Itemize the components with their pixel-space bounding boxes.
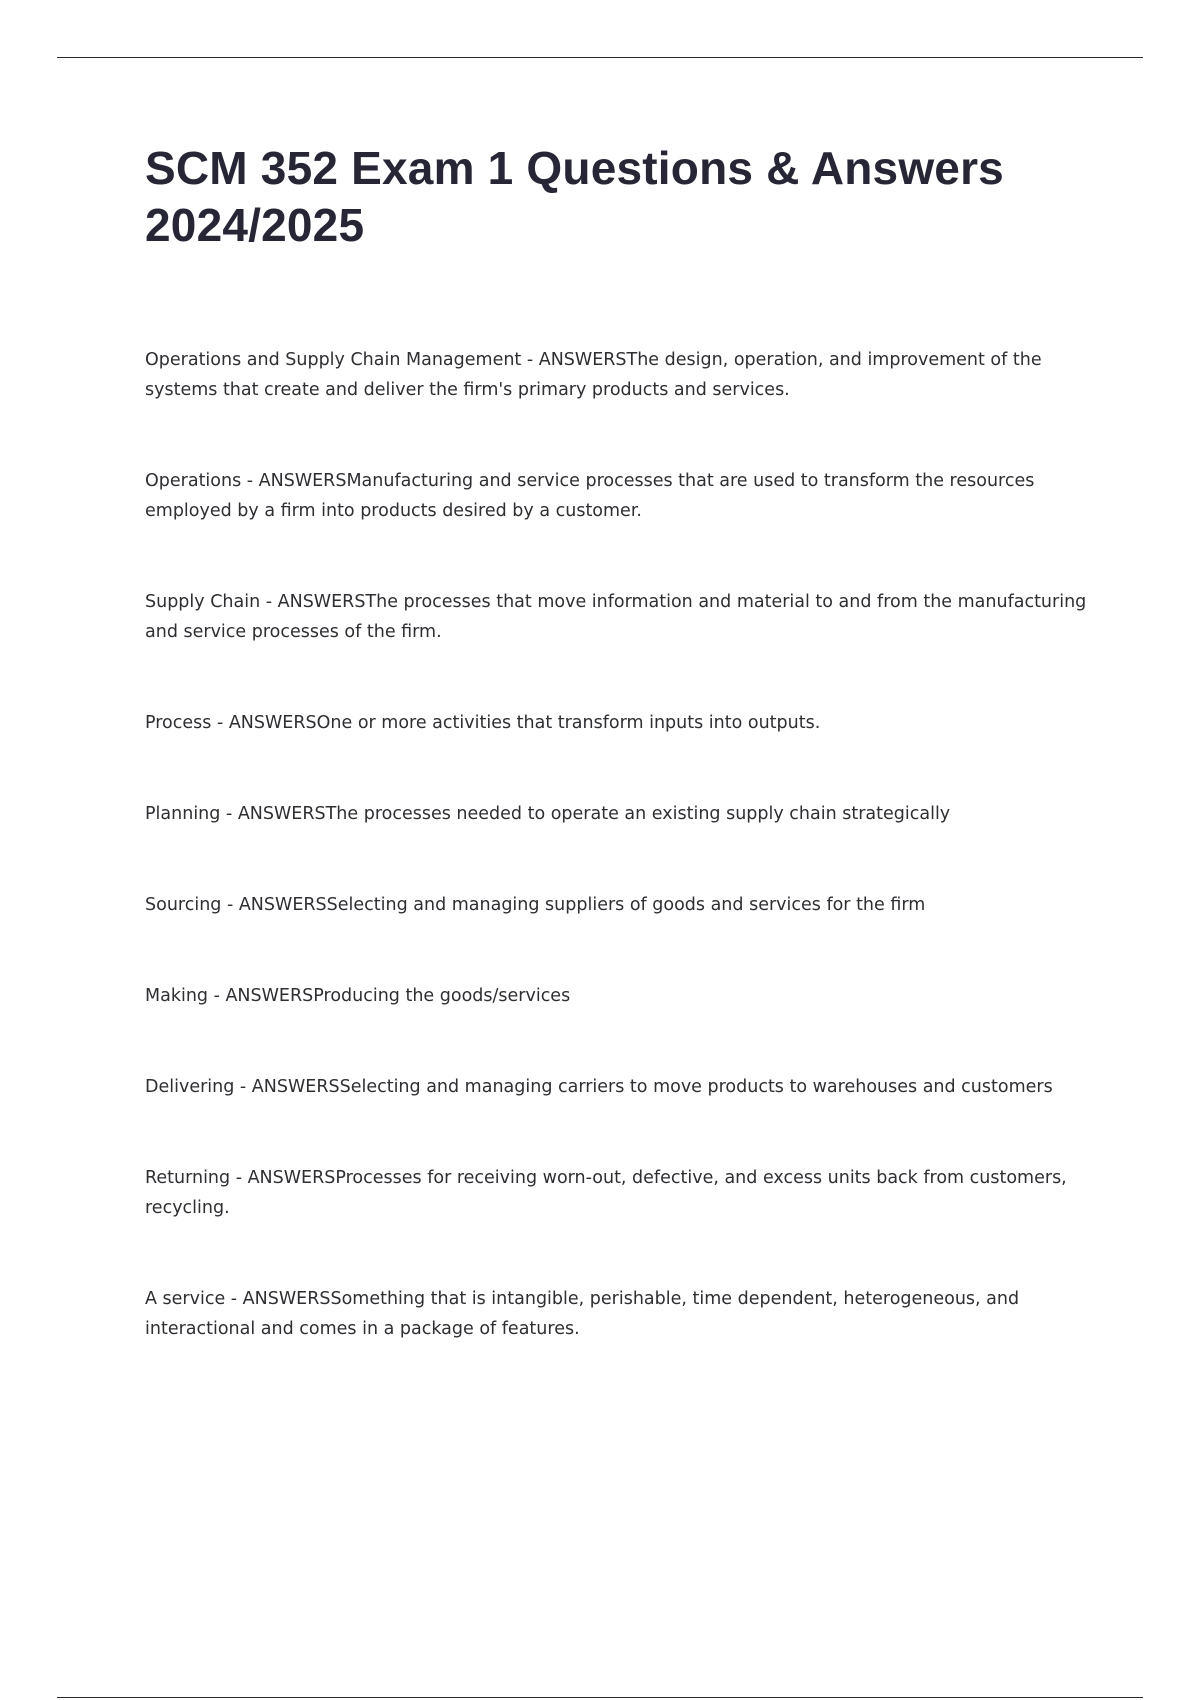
- qa-entry-a-service: A service - ANSWERSSomething that is intangible, perishable, time dependent, heterogeneous, and interactional and comes in a package of features.: [145, 1289, 1020, 1339]
- top-divider: [57, 57, 1143, 58]
- qa-entry-supply-chain: Supply Chain - ANSWERSThe processes that move information and material to and from the manufacturing and service processes of the firm.: [145, 592, 1087, 642]
- qa-entry-planning: Planning - ANSWERSThe processes needed to operate an existing supply chain strategically: [145, 804, 951, 824]
- qa-entry-operations-and-supply-chain-management: Operations and Supply Chain Management - ANSWERSThe design, operation, and improvement of the systems that create and deliver the firm's primary products and services.: [145, 350, 1042, 400]
- qa-entry-process: Process - ANSWERSOne or more activities that transform inputs into outputs.: [145, 713, 821, 733]
- qa-entry-delivering: Delivering - ANSWERSSelecting and managing carriers to move products to warehouses and customers: [145, 1077, 1053, 1097]
- bottom-divider: [57, 1697, 1143, 1698]
- qa-entry-making: Making - ANSWERSProducing the goods/services: [145, 986, 571, 1006]
- qa-entry-sourcing: Sourcing - ANSWERSSelecting and managing suppliers of goods and services for the firm: [145, 895, 926, 915]
- qa-entry-returning: Returning - ANSWERSProcesses for receiving worn-out, defective, and excess units back from customers, recycling.: [145, 1168, 1067, 1218]
- qa-list: [145, 345, 1095, 1405]
- page-title: SCM 352 Exam 1 Questions & Answers 2024/2025: [145, 142, 1004, 251]
- qa-entry-operations: Operations - ANSWERSManufacturing and service processes that are used to transform the resources employed by a firm into products desired by a customer.: [145, 471, 1035, 521]
